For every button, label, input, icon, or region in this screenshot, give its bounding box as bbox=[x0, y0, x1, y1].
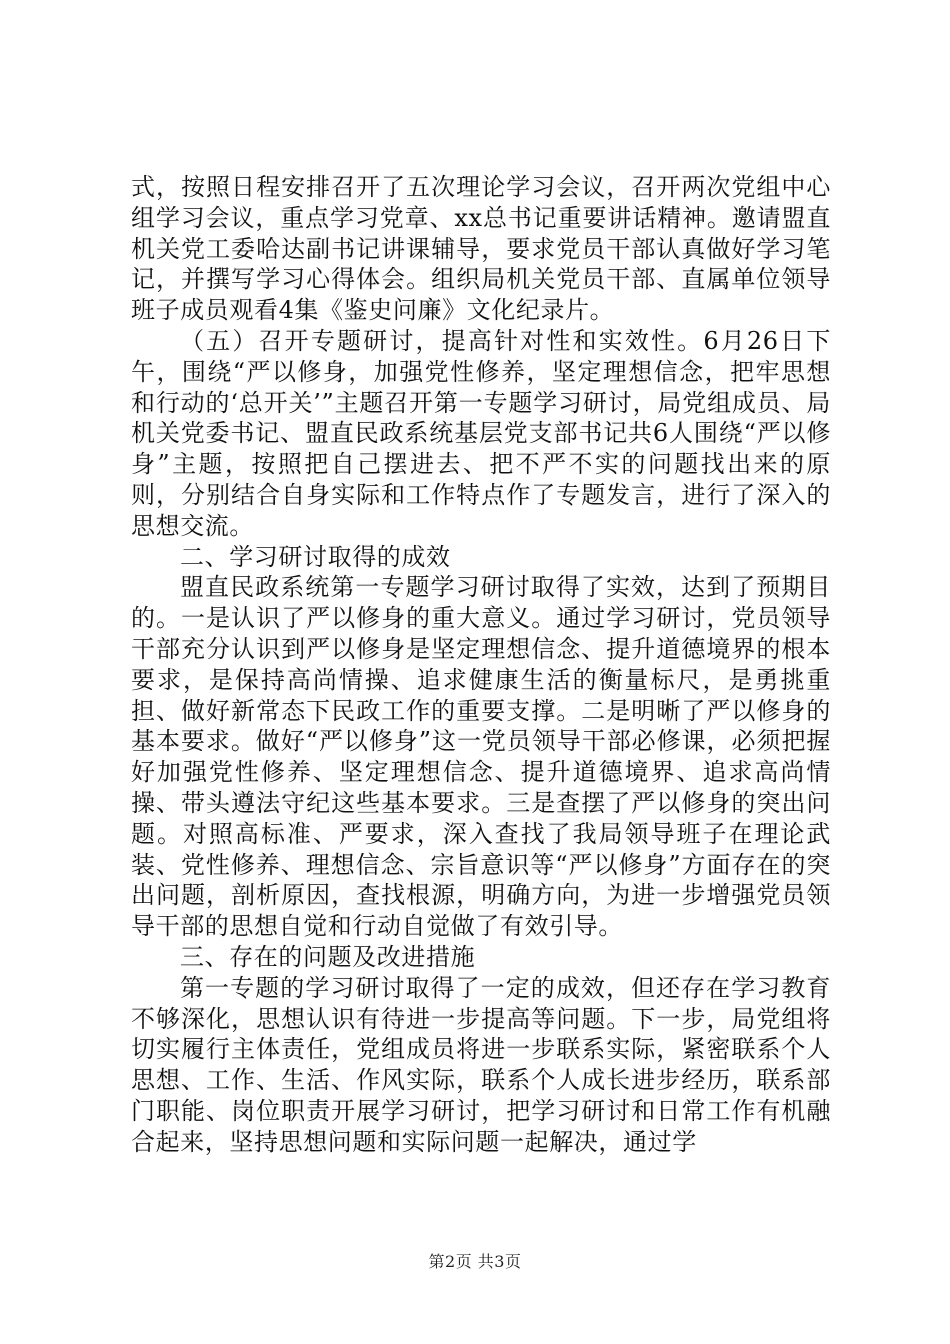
section-heading-problems: 三、存在的问题及改进措施 bbox=[180, 942, 476, 971]
paragraph-results: 盟直民政系统第一专题学习研讨取得了实效，达到了预期目的。一是认识了严以修身的重大意义。通过学习研讨，党员领导干部充分认识到严以修身是坚定理想信念、提升道德境界的根本要求，是保持高尚情操、追求健康生活的衡量标尺，是勇挑重担、做好新常态下民政工作的重要支撑。二是明晰了严以修身的基本要求。做好“严以修身”这一党员领导干部必修课，必须把握好加强党性修养、坚定理想信念、提升道德境界、追求高尚情操、带头遵法守纪这些基本要求。三是查摆了严以修身的突出问题。对照高标准、严要求，深入查找了我局领导班子在理论武装、党性修养、理想信念、宗旨意识等“严以修身”方面存在的突出问题，剖析原因，查找根源，明确方向，为进一步增强党员领导干部的思想自觉和行动自觉做了有效引导。 bbox=[131, 573, 831, 941]
page-number-footer: 第2页 共3页 bbox=[428, 1252, 522, 1271]
section-heading-results: 二、学习研讨取得的成效 bbox=[180, 542, 451, 571]
paragraph-study-meetings: 式，按照日程安排召开了五次理论学习会议，召开两次党组中心组学习会议，重点学习党章、xx总书记重要讲话精神。邀请盟直机关党工委哈达副书记讲课辅导，要求党员干部认真做好学习笔记，并撰写学习心得体会。组织局机关党员干部、直属单位领导班子成员观看4集《鉴史问廉》文化纪录片。 bbox=[131, 173, 831, 325]
paragraph-special-seminar: （五）召开专题研讨，提高针对性和实效性。6月26日下午，围绕“严以修身，加强党性修养，坚定理想信念，把牢思想和行动的‘总开关’”主题召开第一专题学习研讨，局党组成员、局机关党委书记、盟直民政系统基层党支部书记共6人围绕“严以修身”主题，按照把自己摆进去、把不严不实的问题找出来的原则，分别结合自身实际和工作特点作了专题发言，进行了深入的思想交流。 bbox=[131, 326, 831, 540]
paragraph-problems: 第一专题的学习研讨取得了一定的成效，但还存在学习教育不够深化，思想认识有待进一步提高等问题。下一步，局党组将切实履行主体责任，党组成员将进一步联系实际，紧密联系个人思想、工作、生活、作风实际，联系个人成长进步经历，联系部门职能、岗位职责开展学习研讨，把学习研讨和日常工作有机融合起来，坚持思想问题和实际问题一起解决，通过学 bbox=[131, 973, 831, 1156]
document-body bbox=[131, 172, 831, 1158]
